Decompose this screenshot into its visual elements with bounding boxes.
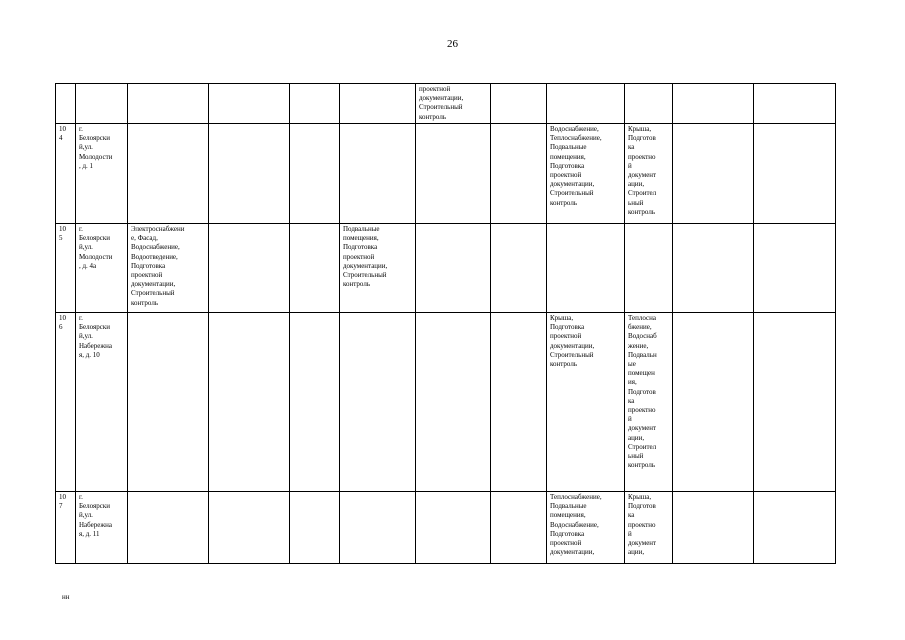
works-cell	[754, 124, 836, 224]
works-cell	[673, 84, 754, 124]
works-cell	[290, 313, 340, 492]
works-cell	[416, 124, 491, 224]
address-cell	[76, 84, 128, 124]
works-cell: Подвальные помещения, Подготовка проектной документации, Строительный контроль	[340, 224, 416, 313]
table-row	[56, 124, 836, 224]
works-cell: Теплоснабжение, Подвальные помещения, Водоснабжение, Подготовка проектной документации,	[547, 492, 625, 564]
works-cell	[290, 224, 340, 313]
works-cell: Теплосна бжение, Водоснаб жение, Подвальн ые помещен ия, Подготов ка проектно й документ ации, Строител ьный контроль	[625, 313, 673, 492]
works-cell	[340, 124, 416, 224]
table-row	[56, 313, 836, 492]
row-number-cell: 10 4	[56, 124, 76, 224]
page-number: 26	[447, 38, 458, 50]
works-cell: Крыша, Подготов ка проектно й документ ации,	[625, 492, 673, 564]
works-cell	[209, 313, 290, 492]
works-cell	[340, 84, 416, 124]
works-cell: Водоснабжение, Теплоснабжение, Подвальные помещения, Подготовка проектной документации, Строительный контроль	[547, 124, 625, 224]
works-cell	[290, 84, 340, 124]
works-cell	[491, 224, 547, 313]
works-cell	[416, 492, 491, 564]
works-cell	[547, 224, 625, 313]
works-cell: Крыша, Подготов ка проектно й документ ации, Строител ьный контроль	[625, 124, 673, 224]
works-cell	[754, 224, 836, 313]
table-row	[56, 84, 836, 124]
works-cell	[209, 124, 290, 224]
row-number-cell: 10 6	[56, 313, 76, 492]
works-cell: Крыша, Подготовка проектной документации, Строительный контроль	[547, 313, 625, 492]
works-cell	[290, 124, 340, 224]
row-number-cell	[56, 84, 76, 124]
works-cell	[491, 313, 547, 492]
works-cell	[128, 84, 209, 124]
works-cell	[673, 224, 754, 313]
works-cell	[128, 492, 209, 564]
address-cell: г. Белоярски й,ул. Молодости , д. 4а	[76, 224, 128, 313]
capital-repair-table	[55, 83, 836, 564]
works-cell	[625, 84, 673, 124]
table-row	[56, 224, 836, 313]
works-cell	[673, 492, 754, 564]
works-cell	[491, 84, 547, 124]
works-cell	[625, 224, 673, 313]
works-cell	[209, 224, 290, 313]
works-cell: Электроснабжени е, Фасад, Водоснабжение, Водоотведение, Подготовка проектной документации, Строительный контроль	[128, 224, 209, 313]
works-cell	[754, 313, 836, 492]
table-row	[56, 492, 836, 564]
works-cell	[491, 124, 547, 224]
works-cell	[340, 313, 416, 492]
footer-mark: нн	[62, 593, 70, 601]
works-cell	[340, 492, 416, 564]
address-cell: г. Белоярски й,ул. Набережна я, д. 10	[76, 313, 128, 492]
works-cell	[754, 492, 836, 564]
works-cell	[209, 492, 290, 564]
works-cell	[128, 313, 209, 492]
works-cell	[491, 492, 547, 564]
address-cell: г. Белоярски й,ул. Набережна я, д. 11	[76, 492, 128, 564]
works-cell	[416, 313, 491, 492]
works-cell	[209, 84, 290, 124]
row-number-cell: 10 7	[56, 492, 76, 564]
works-cell	[290, 492, 340, 564]
address-cell: г. Белоярски й,ул. Молодости , д. 1	[76, 124, 128, 224]
works-cell	[754, 84, 836, 124]
works-cell	[128, 124, 209, 224]
works-cell	[416, 224, 491, 313]
works-cell	[673, 124, 754, 224]
works-cell	[547, 84, 625, 124]
works-cell	[673, 313, 754, 492]
works-cell: проектной документации, Строительный контроль	[416, 84, 491, 124]
row-number-cell: 10 5	[56, 224, 76, 313]
